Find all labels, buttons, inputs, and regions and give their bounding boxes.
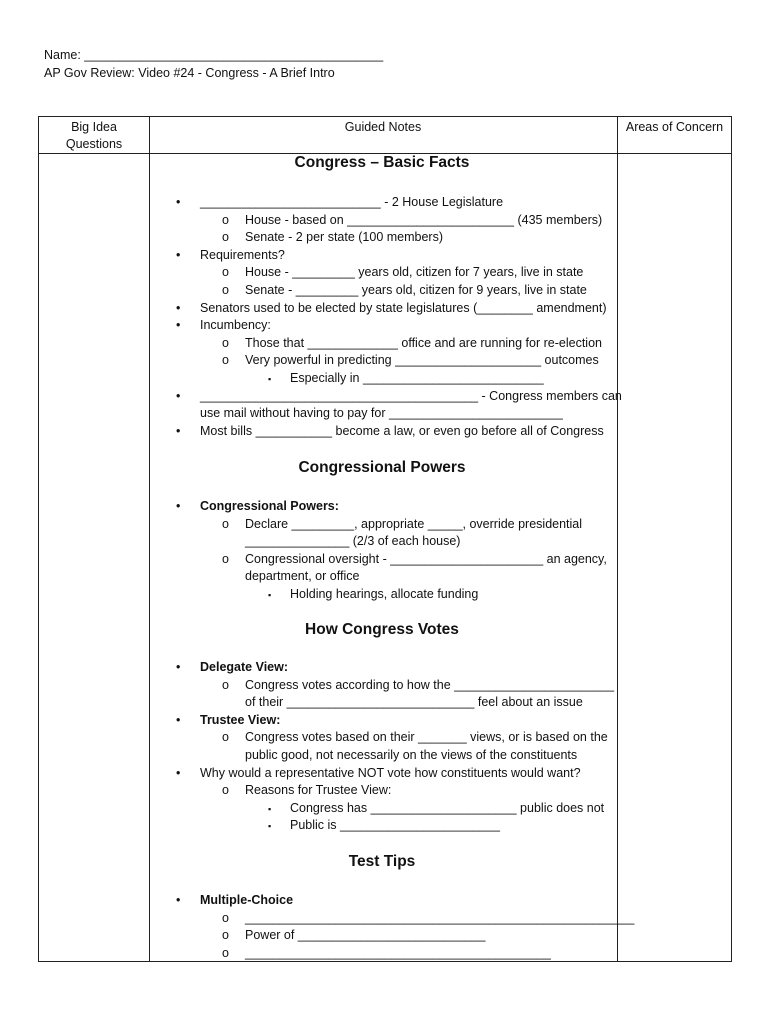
note-line: Senators used to be elected by state legislatures (________ amendment) — [200, 300, 607, 315]
note-line: of their ___________________________ feel about an issue — [245, 695, 583, 710]
bullet-marker: • — [176, 318, 181, 333]
note-line: Delegate View: — [200, 660, 289, 674]
note-line: Requirements? — [200, 247, 285, 262]
page-title: AP Gov Review: Video #24 - Congress - A Brief Intro — [44, 66, 335, 80]
section-title: Congress – Basic Facts — [294, 154, 470, 171]
note-line: Public is _______________________ — [290, 818, 500, 833]
bullet-marker: • — [176, 712, 181, 727]
note-line: use mail without having to pay for _________________________ — [200, 406, 563, 421]
note-line: Congress votes according to how the _______________________ — [245, 677, 615, 692]
circle-marker: o — [222, 283, 229, 297]
note-line: Why would a representative NOT vote how constituents would want? — [200, 765, 581, 780]
square-marker: ▪ — [268, 821, 272, 832]
bullet-marker: • — [176, 388, 181, 403]
circle-marker: o — [222, 230, 229, 245]
bullet-marker: • — [176, 499, 181, 513]
note-line: Power of ___________________________ — [245, 928, 486, 942]
note-line: ____________________________________________ — [245, 945, 551, 960]
column-header-guided-notes: Guided Notes — [344, 120, 422, 134]
note-line: public good, not necessarily on the views of the constituents — [245, 748, 578, 762]
name-line: Name: ___________________________________________ — [44, 48, 384, 62]
note-line: House - _________ years old, citizen for 7 years, live in state — [245, 265, 584, 280]
circle-marker: o — [222, 677, 229, 692]
note-line: Especially in __________________________ — [290, 371, 544, 385]
circle-marker: o — [222, 353, 229, 368]
bullet-marker: • — [176, 765, 181, 780]
note-line: Multiple-Choice — [200, 893, 294, 907]
column-divider — [617, 117, 618, 961]
square-marker: ▪ — [268, 589, 272, 600]
note-line: Reasons for Trustee View: — [245, 783, 392, 798]
bullet-marker: • — [176, 300, 181, 315]
column-header-areas-of-concern: Areas of Concern — [625, 120, 724, 134]
section-title: How Congress Votes — [305, 621, 459, 638]
circle-marker: o — [222, 551, 229, 566]
note-line: Senate - 2 per state (100 members) — [245, 230, 444, 245]
note-line: Congress has _____________________ public does not — [290, 800, 605, 815]
bullet-marker: • — [176, 423, 181, 438]
bullet-marker: • — [176, 247, 181, 262]
note-line: Congressional Powers: — [200, 499, 339, 513]
note-line: Very powerful in predicting _____________________ outcomes — [245, 353, 599, 368]
circle-marker: o — [222, 910, 229, 925]
note-line: Congressional oversight - ______________________ an agency, — [245, 551, 607, 566]
note-line: ________________________________________ - Congress members can — [200, 388, 622, 403]
circle-marker: o — [222, 928, 229, 942]
note-line: Those that _____________ office and are running for re-election — [245, 335, 602, 350]
section-title: Test Tips — [348, 853, 416, 870]
note-line: department, or office — [245, 569, 360, 583]
note-line: Declare _________, appropriate _____, override presidential — [245, 516, 583, 531]
column-header-big-idea: Big Idea Questions — [65, 120, 123, 151]
square-marker: ▪ — [268, 803, 272, 814]
section-title: Congressional Powers — [298, 459, 466, 476]
column-divider — [149, 117, 150, 961]
circle-marker: o — [222, 335, 229, 350]
bullet-marker: • — [176, 195, 181, 209]
note-line: House - based on ________________________ (435 members) — [245, 212, 603, 227]
square-marker: ▪ — [268, 374, 272, 384]
circle-marker: o — [222, 212, 229, 227]
note-line: Most bills ___________ become a law, or even go before all of Congress — [200, 423, 604, 438]
circle-marker: o — [222, 783, 229, 798]
circle-marker: o — [222, 730, 229, 745]
note-line: Congress votes based on their _______ views, or is based on the — [245, 730, 608, 745]
note-line: ________________________________________________________ — [245, 910, 635, 925]
note-line: _______________ (2/3 of each house) — [245, 534, 461, 548]
circle-marker: o — [222, 265, 229, 280]
note-line: Holding hearings, allocate funding — [290, 586, 479, 601]
bullet-marker: • — [176, 893, 181, 907]
note-line: Senate - _________ years old, citizen for 9 years, live in state — [245, 283, 587, 297]
note-line: Trustee View: — [200, 712, 281, 727]
note-line: __________________________ - 2 House Legislature — [200, 195, 504, 209]
circle-marker: o — [222, 945, 229, 960]
bullet-marker: • — [176, 660, 181, 674]
circle-marker: o — [222, 516, 229, 531]
note-line: Incumbency: — [200, 318, 271, 333]
